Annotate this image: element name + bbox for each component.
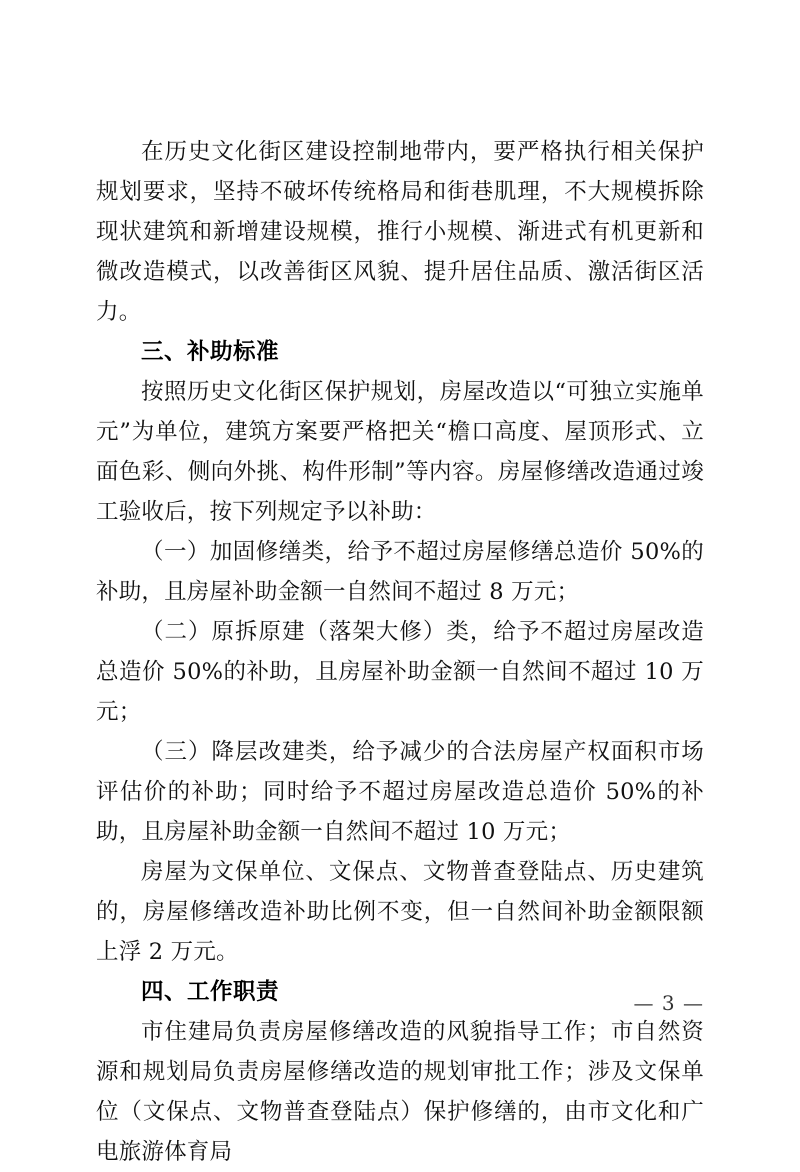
- paragraph-historic-district-control-zone: 在历史文化街区建设控制地带内，要严格执行相关保护规划要求，坚持不破坏传统格局和街巷肌理，不大规模拆除现状建筑和新增建设规模，推行小规模、渐进式有机更新和微改造模式，以改善街区风貌、提升居住品质、激活街区活力。: [96, 139, 704, 325]
- heading-subsidy-standards: 三、补助标准: [141, 339, 280, 365]
- paragraph-subsidy-intro: 按照历史文化街区保护规划，房屋改造以“可独立实施单元”为单位，建筑方案要严格把关“檐口高度、屋顶形式、立面色彩、侧向外挑、构件形制”等内容。房屋修缮改造通过竣工验收后，按下列规定予以补助：: [96, 379, 704, 525]
- paragraph-department-responsibilities: 市住建局负责房屋修缮改造的风貌指导工作；市自然资源和规划局负责房屋修缮改造的规划审批工作；涉及文保单位（文保点、文物普查登陆点）保护修缮的，由市文化和广电旅游体育局: [96, 1019, 704, 1165]
- paragraph-item-three-floor-reduction: （三）降层改建类，给予减少的合法房屋产权面积市场评估价的补助；同时给予不超过房屋改造总造价 50%的补助，且房屋补助金额一自然间不超过 10 万元；: [96, 739, 704, 845]
- paragraph-item-one-reinforcement-repair: （一）加固修缮类，给予不超过房屋修缮总造价 50%的补助，且房屋补助金额一自然间不超过 8 万元；: [96, 539, 704, 605]
- paragraph-item-two-demolish-rebuild: （二）原拆原建（落架大修）类，给予不超过房屋改造总造价 50%的补助，且房屋补助金额一自然间不超过 10 万元；: [96, 619, 704, 725]
- heading-work-responsibilities: 四、工作职责: [141, 979, 280, 1005]
- page-number-footer: — 3 —: [633, 991, 704, 1015]
- paragraph-heritage-building-bonus: 房屋为文保单位、文保点、文物普查登陆点、历史建筑的，房屋修缮改造补助比例不变，但一自然间补助金额限额上浮 2 万元。: [96, 859, 704, 965]
